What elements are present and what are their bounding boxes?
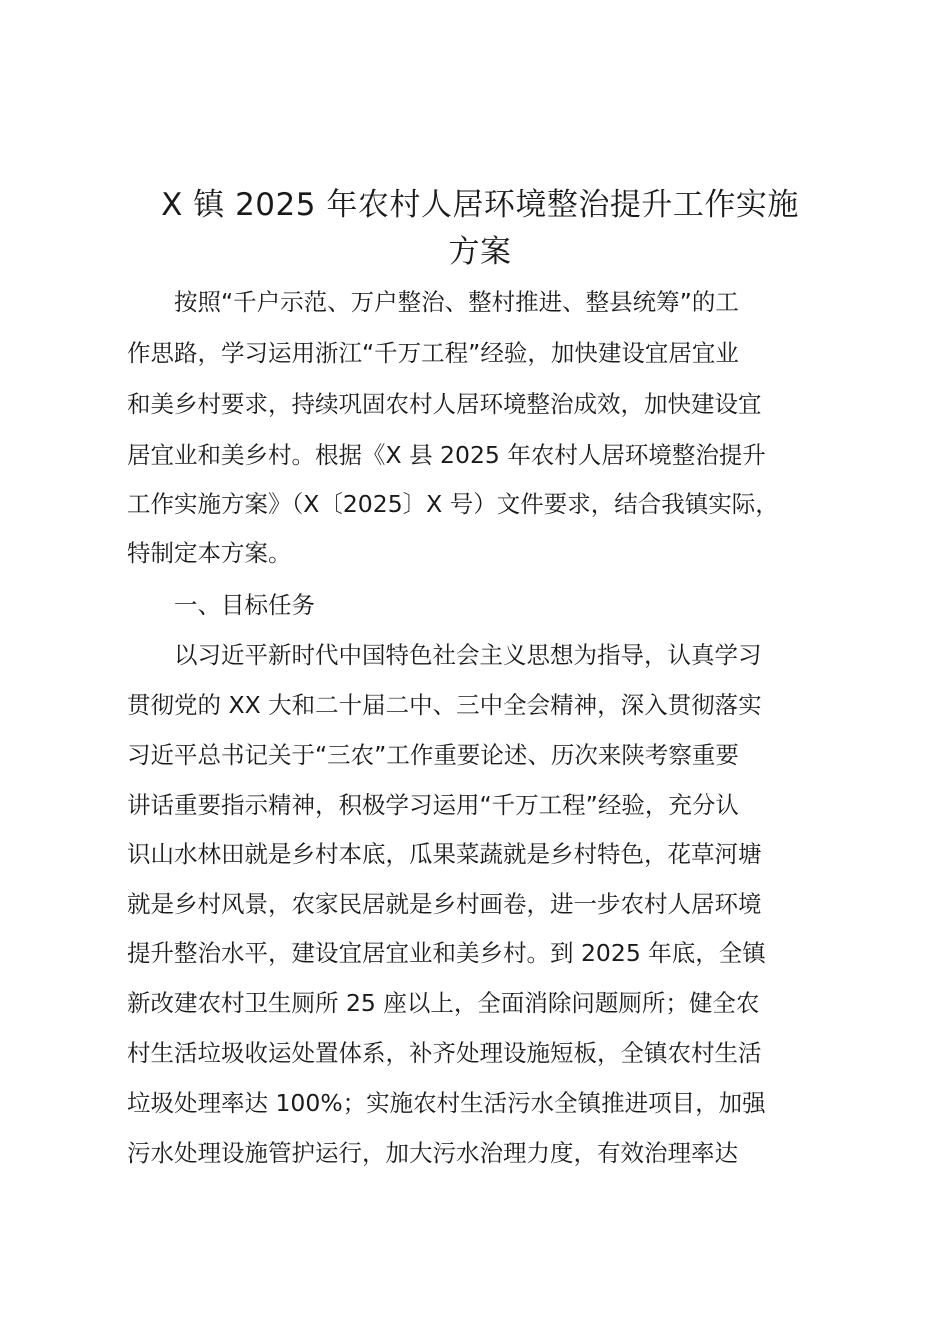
paragraph-line: 以习近平新时代中国特色社会主义思想为指导，认真学习 [127, 641, 762, 669]
paragraph-line: 贯彻党的 XX 大和二十届二中、三中全会精神，深入贯彻落实 [127, 691, 762, 719]
paragraph-line: 居宜业和美乡村。根据《X 县 2025 年农村人居环境整治提升 [127, 441, 766, 469]
paragraph-line: 按照“千户示范、万户整治、整村推进、整县统筹”的工 [127, 288, 739, 316]
paragraph-line: 就是乡村风景，农家民居就是乡村画卷，进一步农村人居环境 [127, 890, 762, 918]
section-heading: 一、目标任务 [127, 591, 315, 619]
document-title [100, 182, 860, 276]
title-line: X 镇 2025 年农村人居环境整治提升工作实施 [161, 187, 799, 223]
paragraph-line: 讲话重要指示精神，积极学习运用“千万工程”经验，充分认 [127, 791, 739, 819]
paragraph-line: 和美乡村要求，持续巩固农村人居环境整治成效，加快建设宜 [127, 390, 762, 418]
paragraph-line: 习近平总书记关于“三农”工作重要论述、历次来陕考察重要 [127, 741, 739, 769]
title-line: 方案 [448, 234, 512, 270]
paragraph-line: 提升整治水平，建设宜居宜业和美乡村。到 2025 年底，全镇 [127, 939, 766, 967]
paragraph-line: 新改建农村卫生厕所 25 座以上，全面消除问题厕所；健全农 [127, 989, 760, 1017]
paragraph-line: 工作实施方案》（X〔2025〕X 号）文件要求，结合我镇实际， [127, 490, 779, 518]
paragraph-line: 作思路，学习运用浙江“千万工程”经验，加快建设宜居宜业 [127, 339, 739, 367]
paragraph-line: 村生活垃圾收运处置体系，补齐处理设施短板，全镇农村生活 [127, 1039, 762, 1067]
paragraph-line: 污水处理设施管护运行，加大污水治理力度，有效治理率达 [127, 1139, 738, 1167]
paragraph-line: 垃圾处理率达 100%；实施农村生活污水全镇推进项目，加强 [127, 1089, 766, 1117]
paragraph-line: 特制定本方案。 [127, 539, 292, 567]
paragraph-line: 识山水林田就是乡村本底，瓜果菜蔬就是乡村特色，花草河塘 [127, 840, 762, 868]
